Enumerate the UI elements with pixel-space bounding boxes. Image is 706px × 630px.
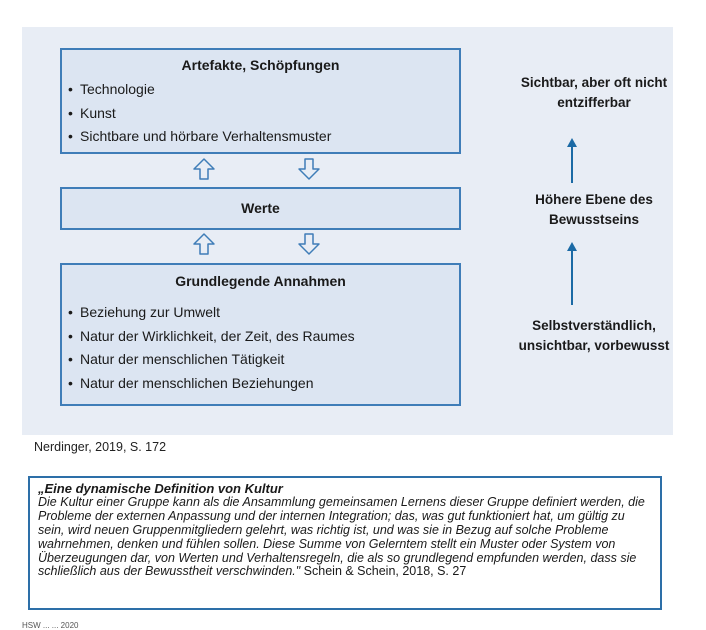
footer-fragment: HSW ... ... 2020	[22, 621, 79, 630]
assumptions-title: Grundlegende Annahmen	[175, 273, 346, 289]
quote-source: Schein & Schein, 2018, S. 27	[300, 564, 467, 579]
list-item: • Sichtbare und hörbare Verhaltensmuster	[68, 125, 331, 149]
diagram-panel	[22, 27, 673, 435]
list-item: • Natur der menschlichen Tätigkeit	[68, 348, 355, 372]
list-item: • Beziehung zur Umwelt	[68, 301, 355, 325]
artefacts-list	[68, 78, 331, 149]
quote-box	[28, 476, 662, 610]
quote-title: „Eine dynamische Definition von Kultur	[38, 481, 283, 496]
values-box	[60, 187, 461, 230]
visibility-label-top: Sichtbar, aber oft nicht entzifferbar	[520, 75, 668, 110]
arrow-down-icon	[297, 157, 321, 181]
arrow-up-thin-icon	[566, 241, 578, 305]
figure-citation: Nerdinger, 2019, S. 172	[34, 440, 167, 454]
arrow-down-icon	[297, 232, 321, 256]
visibility-label-bottom: Selbstverständlich, unsichtbar, vorbewusst	[518, 318, 670, 353]
visibility-label-middle: Höhere Ebene des Bewusstseins	[535, 192, 653, 227]
arrow-up-icon	[192, 157, 216, 181]
values-title: Werte	[241, 200, 280, 216]
arrow-up-thin-icon	[566, 137, 578, 183]
list-item: • Kunst	[68, 102, 331, 126]
artefacts-title: Artefakte, Schöpfungen	[181, 57, 340, 73]
assumptions-box	[60, 263, 461, 406]
list-item: • Natur der Wirklichkeit, der Zeit, des Raumes	[68, 325, 355, 349]
arrow-up-icon	[192, 232, 216, 256]
list-item: • Natur der menschlichen Beziehungen	[68, 372, 355, 396]
artefacts-box	[60, 48, 461, 154]
quote-body: Die Kultur einer Gruppe kann als die Ansammlung gemeinsamen Lernens dieser Gruppe definiert werden, die Probleme der externen Anpassung und der internen Integration; das, was gut funktioniert hat, um gültig zu sein, wird neuen Gruppenmitgliedern gelehrt, was richtig ist, und was sie in Bezug auf solche Probleme wahrnehmen, denken und fühlen sollen. Diese Summe von Gelerntem stellt ein Muster oder System von Überzeugungen dar, von Werten und Verhaltensregeln, die als so grundlegend empfunden werden, dass sie schließlich aus der Bewusstheit verschwinden."	[38, 494, 645, 579]
list-item: • Technologie	[68, 78, 331, 102]
assumptions-list	[68, 301, 355, 395]
